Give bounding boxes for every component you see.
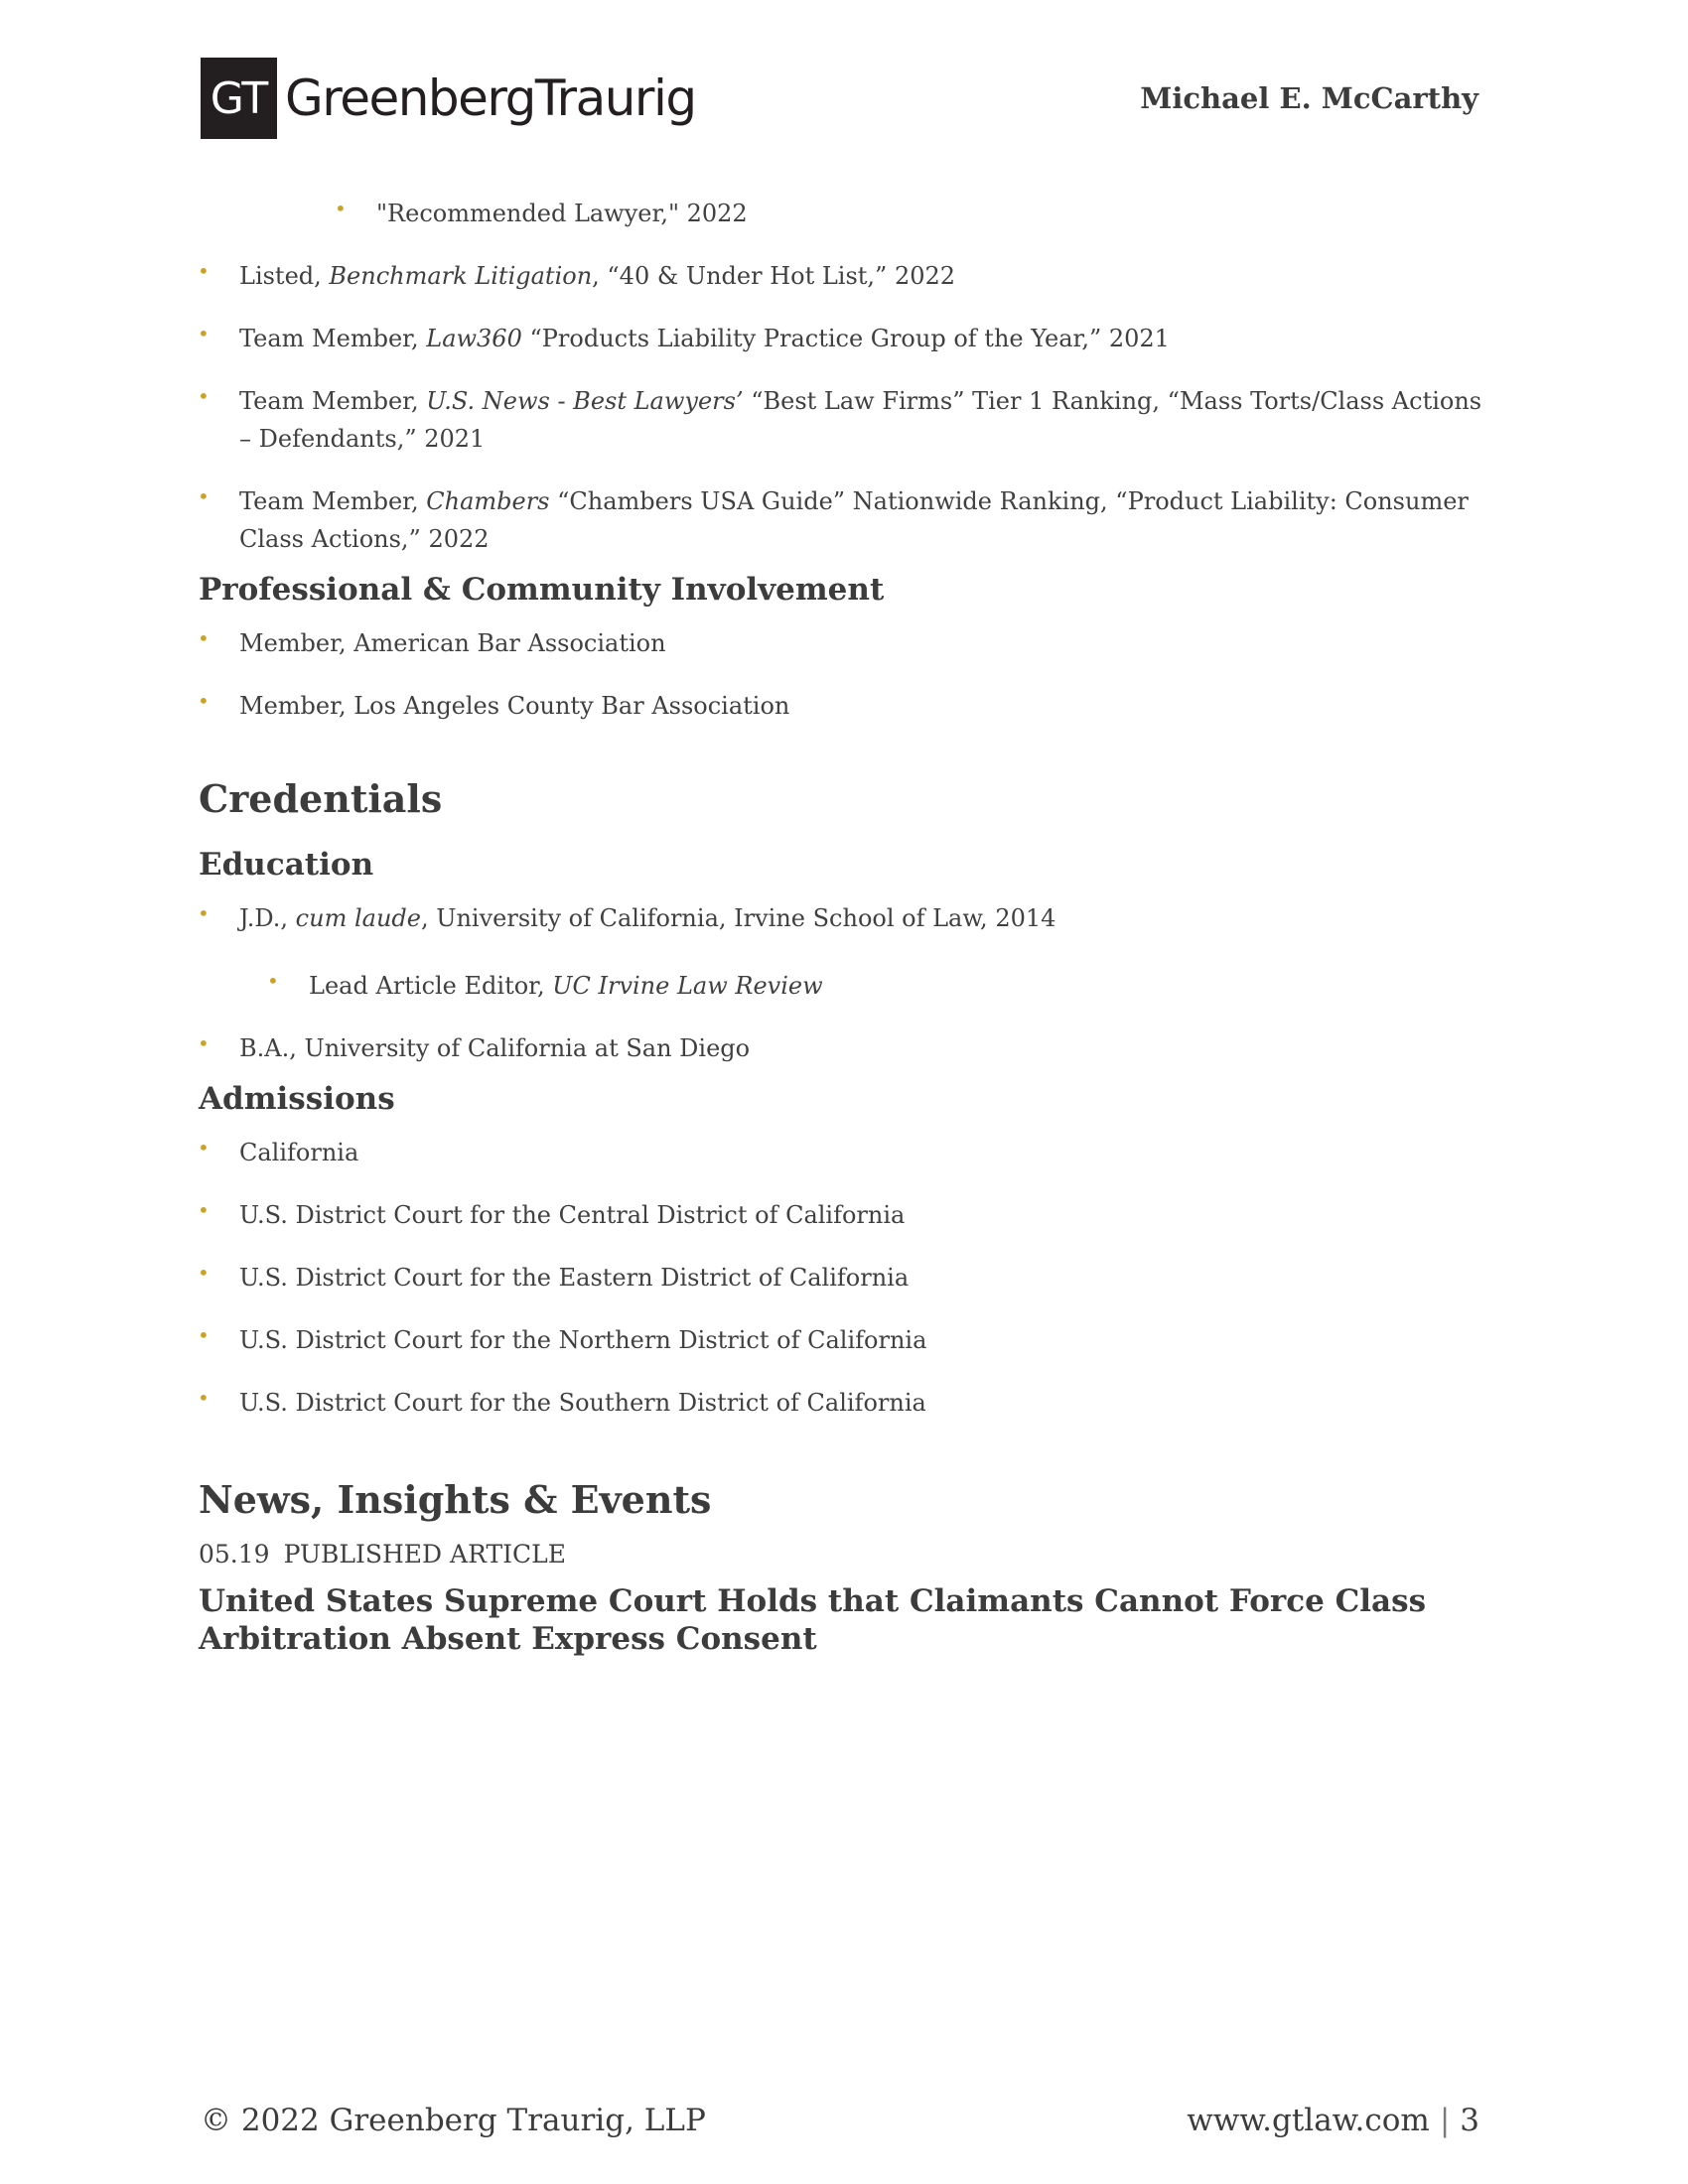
list-item: • Team Member, Chambers “Chambers USA Guide” Nationwide Ranking, “Product Liability: Consumer Class Actions,” 2022	[199, 482, 1489, 558]
admissions-list	[199, 1134, 1489, 1422]
bullet-icon: •	[198, 626, 210, 650]
bullet-icon: •	[198, 1323, 210, 1347]
news-type: PUBLISHED ARTICLE	[283, 1540, 567, 1569]
list-item: • Lead Article Editor, UC Irvine Law Review	[268, 967, 1489, 1005]
bullet-icon: •	[198, 689, 210, 713]
list-item: • Member, American Bar Association	[199, 624, 1489, 662]
list-item: • U.S. District Court for the Central District of California	[199, 1196, 1489, 1234]
list-item: • California	[199, 1134, 1489, 1171]
professional-heading: Professional & Community Involvement	[199, 572, 885, 608]
attorney-name: Michael E. McCarthy	[1140, 81, 1478, 115]
education-list	[199, 899, 1489, 1067]
admissions-heading: Admissions	[199, 1081, 395, 1117]
document-body	[199, 195, 1489, 1658]
list-item: • U.S. District Court for the Eastern District of California	[199, 1259, 1489, 1297]
bullet-icon: •	[198, 259, 210, 283]
list-item: • U.S. District Court for the Northern District of California	[199, 1321, 1489, 1359]
credentials-heading: Credentials	[199, 776, 443, 821]
list-item: • "Recommended Lawyer," 2022	[336, 195, 1489, 232]
bullet-icon: •	[198, 1261, 210, 1285]
bullet-icon: •	[198, 322, 210, 345]
list-item: • Team Member, U.S. News - Best Lawyers’ “Best Law Firms” Tier 1 Ranking, “Mass Torts/Class Actions – Defendants,” 2021	[199, 382, 1489, 458]
footer-copyright: © 2022 Greenberg Traurig, LLP	[201, 2103, 706, 2138]
news-heading: News, Insights & Events	[199, 1477, 712, 1522]
bullet-icon: •	[198, 1198, 210, 1222]
professional-list	[199, 624, 1489, 725]
footer-separator: |	[1439, 2103, 1451, 2138]
news-date: 05.19	[199, 1540, 270, 1569]
logo-wordmark: GreenbergTraurig	[285, 69, 696, 127]
footer-right	[1187, 2103, 1479, 2138]
bullet-icon: •	[198, 901, 210, 925]
news-meta	[199, 1540, 1489, 1569]
footer-website-link[interactable]: www.gtlaw.com	[1187, 2103, 1430, 2138]
page-number: 3	[1460, 2103, 1479, 2138]
bullet-icon: •	[198, 1386, 210, 1410]
list-item: • Listed, Benchmark Litigation, “40 & Under Hot List,” 2022	[199, 257, 1489, 295]
education-heading: Education	[199, 847, 374, 883]
news-article-link[interactable]: United States Supreme Court Holds that Claimants Cannot Force Class Arbitration Absent Express Consent	[199, 1583, 1427, 1657]
awards-list	[199, 195, 1489, 558]
bullet-icon: •	[198, 1136, 210, 1160]
list-item: • Team Member, Law360 “Products Liability Practice Group of the Year,” 2021	[199, 320, 1489, 357]
list-item: • B.A., University of California at San Diego	[199, 1029, 1489, 1067]
bullet-icon: •	[198, 384, 210, 408]
firm-logo	[201, 58, 696, 139]
bullet-icon: •	[267, 969, 279, 993]
list-item: • Member, Los Angeles County Bar Association	[199, 687, 1489, 725]
bullet-icon: •	[198, 484, 210, 508]
bullet-icon: •	[198, 1031, 210, 1055]
list-item: • J.D., cum laude, University of California, Irvine School of Law, 2014	[199, 899, 1489, 937]
logo-mark: GT	[201, 58, 277, 139]
list-item: • U.S. District Court for the Southern District of California	[199, 1384, 1489, 1422]
bullet-icon: •	[335, 197, 347, 220]
